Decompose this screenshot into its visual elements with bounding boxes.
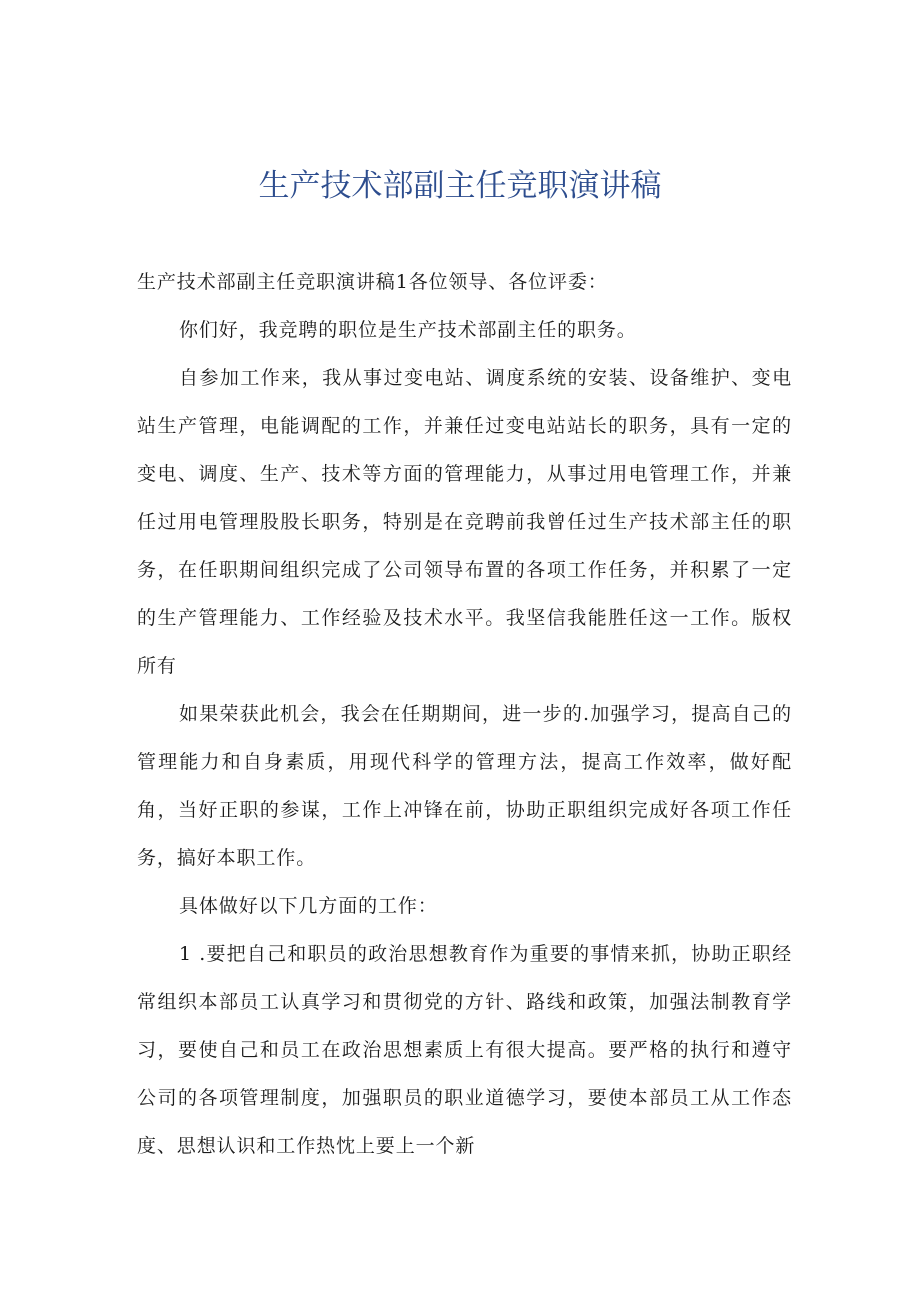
paragraph-experience: 自参加工作来，我从事过变电站、调度系统的安装、设备维护、变电站生产管理，电能调配的工作，并兼任过变电站站长的职务，具有一定的变电、调度、生产、技术等方面的管理能力，从事过用电管理工作，并兼任过用电管理股股长职务，特别是在竞聘前我曾任过生产技术部主任的职务，在任职期间组织完成了公司领导布置的各项工作任务，并积累了一定的生产管理能力、工作经验及技术水平。我坚信我能胜任这一工作。版权所有 bbox=[137, 367, 792, 677]
document-title: 生产技术部副主任竞职演讲稿 bbox=[258, 168, 662, 204]
paragraph-list-heading: 具体做好以下几方面的工作： bbox=[179, 895, 438, 917]
paragraph-greeting: 生产技术部副主任竞职演讲稿1各位领导、各位评委： bbox=[137, 271, 608, 293]
paragraph-intro: 你们好，我竞聘的职位是生产技术部副主任的职务。 bbox=[179, 319, 637, 341]
paragraph-plan: 如果荣获此机会，我会在任期期间，进一步的.加强学习，提高自己的管理能力和自身素质，用现代科学的管理方法，提高工作效率，做好配角，当好正职的参谋，工作上冲锋在前，协助正职组织完成好各项工作任务，搞好本职工作。 bbox=[137, 703, 792, 869]
paragraph-item-1: 1 .要把自己和职员的政治思想教育作为重要的事情来抓，协助正职经常组织本部员工认真学习和贯彻党的方针、路线和政策，加强法制教育学习，要使自己和员工在政治思想素质上有很大提高。要严格的执行和遵守公司的各项管理制度，加强职员的职业道德学习，要使本部员工从工作态度、思想认识和工作热忱上要上一个新 bbox=[137, 943, 792, 1157]
document-body bbox=[137, 258, 792, 1170]
